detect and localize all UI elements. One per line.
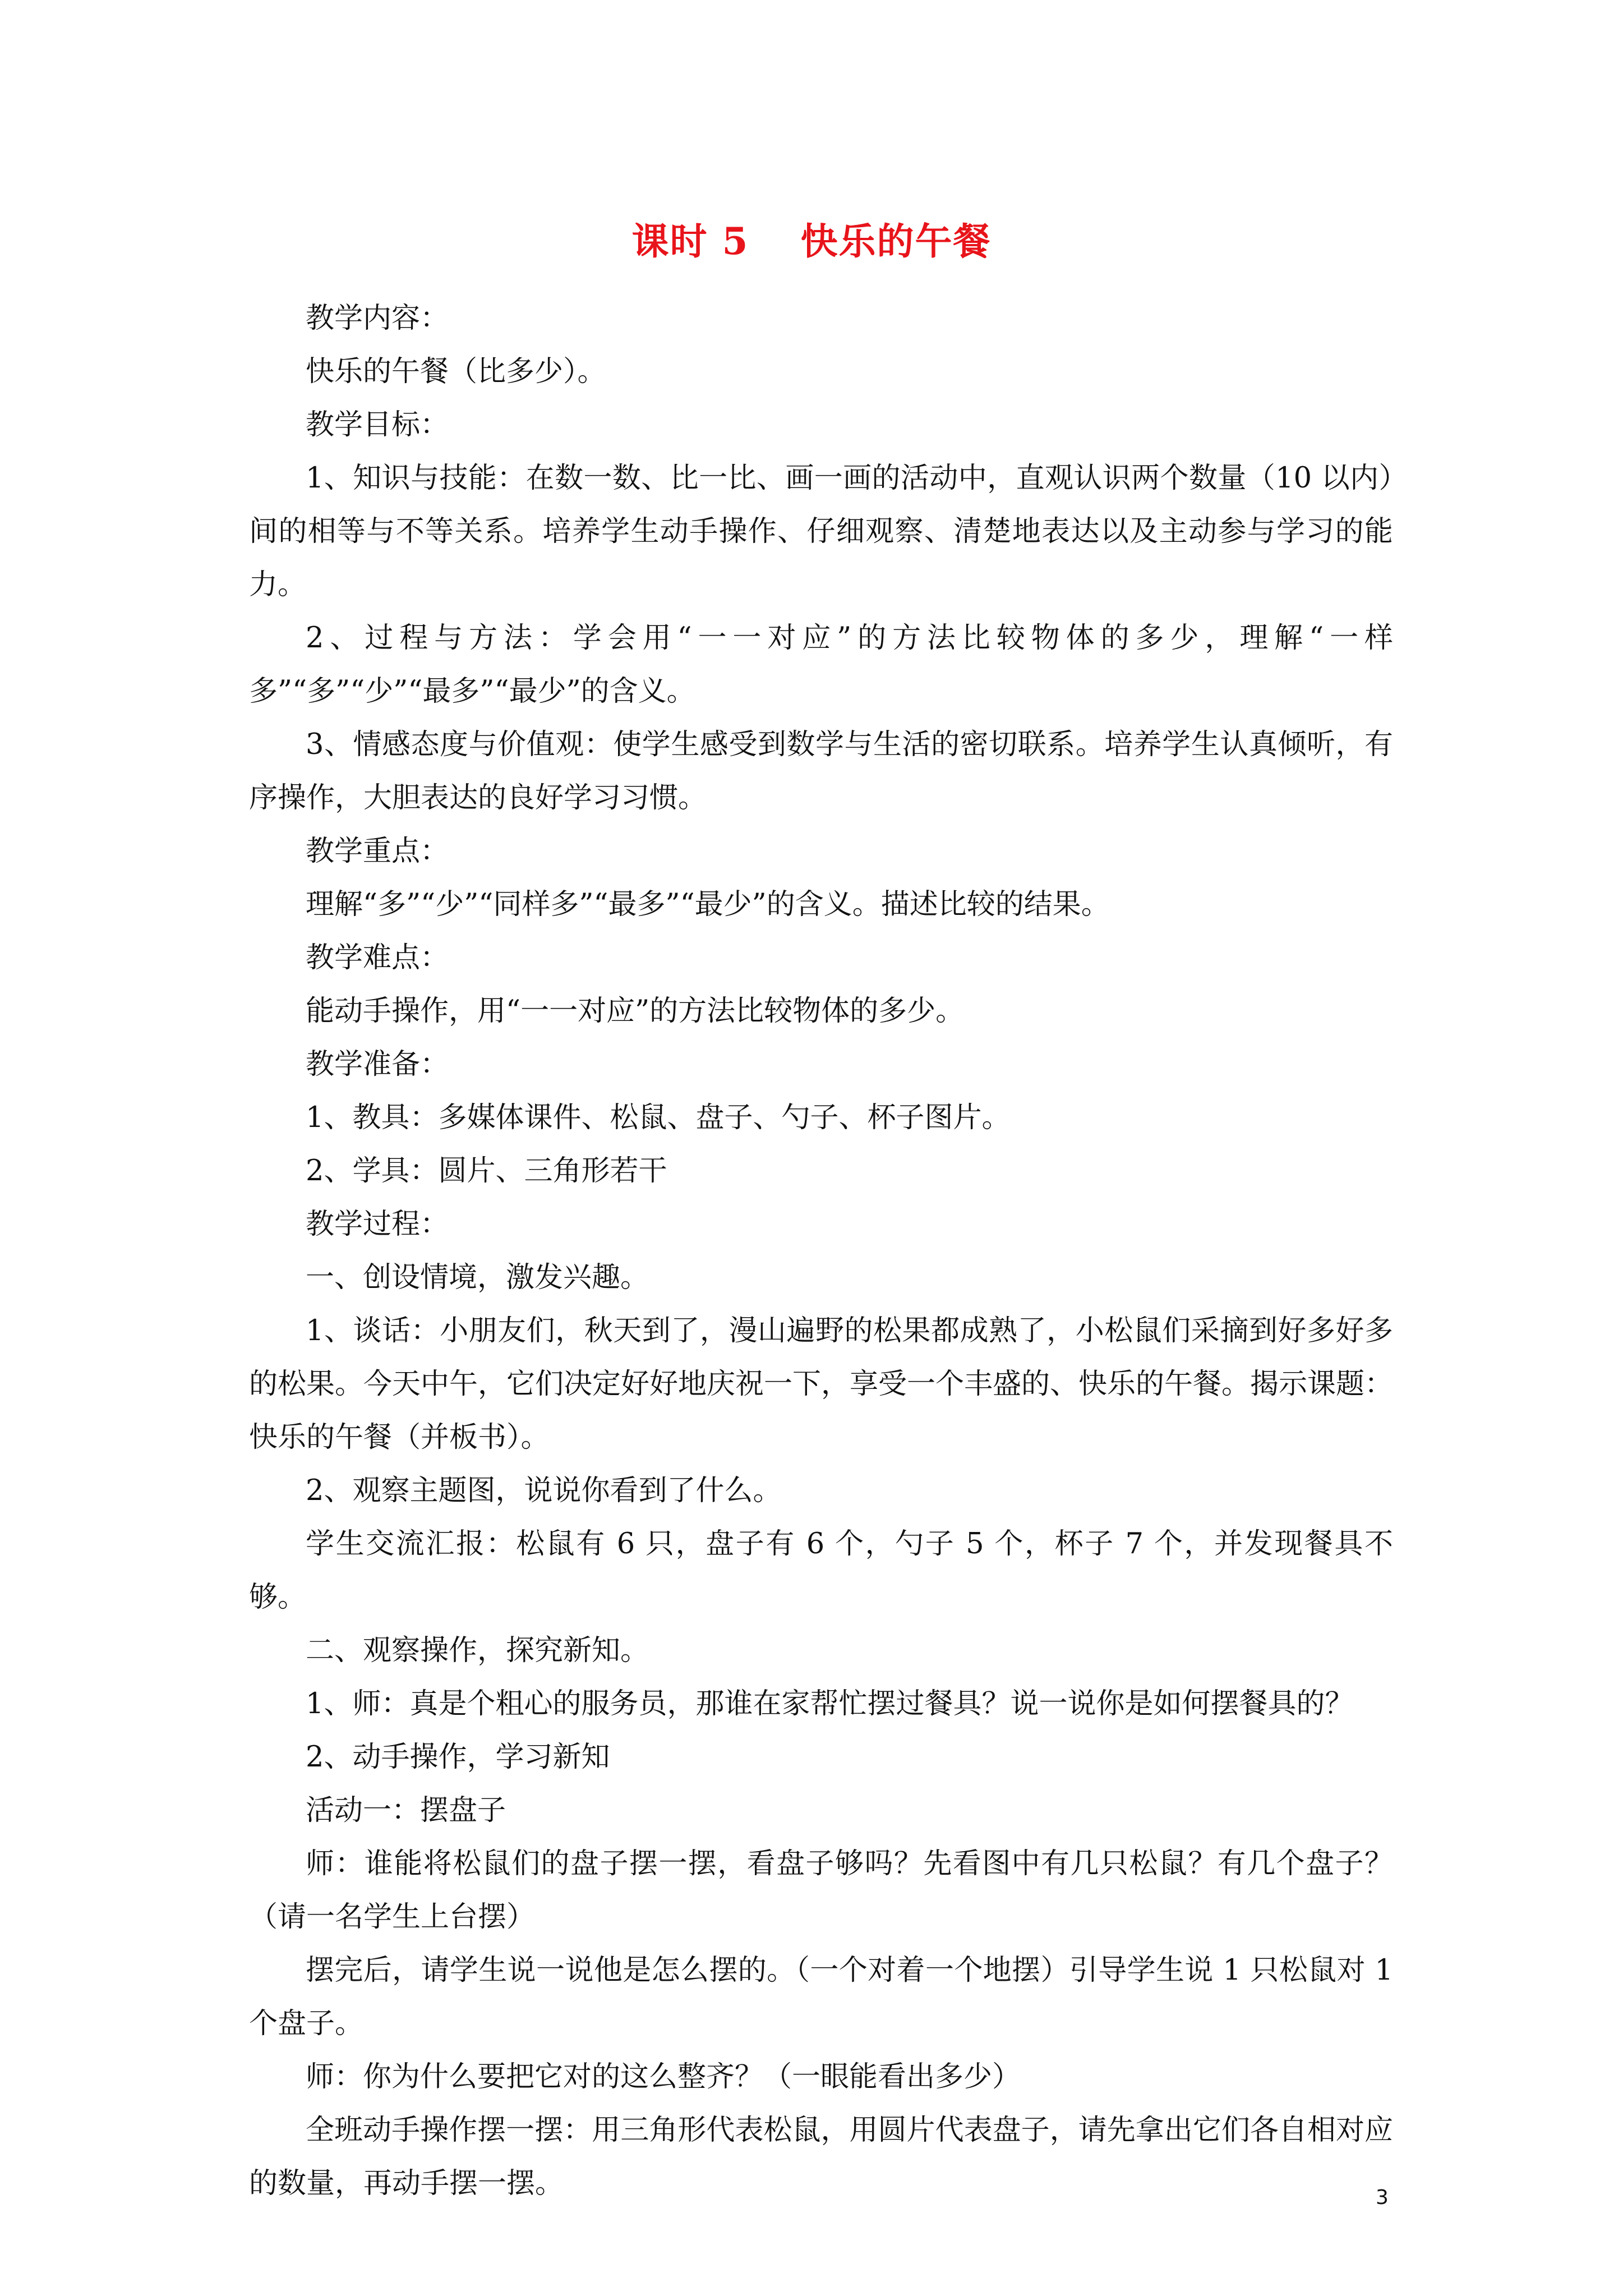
lesson-number: 课时 5 — [631, 219, 749, 263]
paragraph: 教学难点： — [306, 941, 449, 974]
paragraph: 学生交流汇报：松鼠有 6 只，盘子有 6 个，勺子 5 个，杯子 7 个，并发现餐具不够。 — [249, 1527, 1393, 1614]
paragraph: 教学过程： — [306, 1208, 449, 1241]
paragraph: 1、谈话：小朋友们，秋天到了，漫山遍野的松果都成熟了，小松鼠们采摘到好多好多的松果。今天中午，它们决定好好地庆祝一下，享受一个丰盛的、快乐的午餐。揭示课题：快乐的午餐（并板书）。 — [249, 1314, 1394, 1454]
paragraph: 教学目标： — [306, 408, 449, 441]
paragraph: 2、观察主题图，说说你看到了什么。 — [306, 1474, 782, 1507]
paragraph: 能动手操作，用“一一对应”的方法比较物体的多少。 — [306, 995, 965, 1028]
paragraph: 教学重点： — [306, 835, 449, 868]
paragraph: 师：你为什么要把它对的这么整齐？（一眼能看出多少） — [306, 2060, 1021, 2093]
paragraph: 教学内容： — [306, 302, 449, 335]
lesson-name: 快乐的午餐 — [800, 219, 992, 263]
paragraph: 快乐的午餐（比多少）。 — [306, 355, 606, 388]
paragraph: 1、教具：多媒体课件、松鼠、盘子、勺子、杯子图片。 — [306, 1101, 1011, 1134]
paragraph: 2、过程与方法：学会用“一一对应”的方法比较物体的多少，理解“一样多”“多”“少”“最多”“最少”的含义。 — [249, 622, 1393, 708]
paragraph: 2、学具：圆片、三角形若干 — [306, 1154, 667, 1188]
paragraph: 师：谁能将松鼠们的盘子摆一摆，看盘子够吗？先看图中有几只松鼠？有几个盘子？（请一名学生上台摆） — [249, 1847, 1393, 1934]
paragraph: 摆完后，请学生说一说他是怎么摆的。（一个对着一个地摆）引导学生说 1 只松鼠对 1 个盘子。 — [249, 1954, 1393, 2040]
paragraph: 教学准备： — [306, 1048, 449, 1081]
lesson-title — [0, 210, 1623, 272]
paragraph: 1、师：真是个粗心的服务员，那谁在家帮忙摆过餐具？说一说你是如何摆餐具的？ — [306, 1687, 1354, 1720]
paragraph: 一、创设情境，激发兴趣。 — [306, 1261, 649, 1294]
paragraph: 活动一：摆盘子 — [306, 1794, 506, 1827]
page-number: 3 — [1376, 2186, 1389, 2209]
paragraph: 理解“多”“少”“同样多”“最多”“最少”的含义。描述比较的结果。 — [306, 888, 1110, 921]
paragraph: 3、情感态度与价值观：使学生感受到数学与生活的密切联系。培养学生认真倾听，有序操作，大胆表达的良好学习习惯。 — [249, 728, 1393, 815]
paragraph: 二、观察操作，探究新知。 — [306, 1634, 649, 1667]
paragraph: 全班动手操作摆一摆：用三角形代表松鼠，用圆片代表盘子，请先拿出它们各自相对应的数量，再动手摆一摆。 — [249, 2114, 1393, 2200]
lesson-body — [249, 292, 1393, 2210]
paragraph: 2、动手操作，学习新知 — [306, 1741, 610, 1774]
paragraph: 1、知识与技能：在数一数、比一比、画一画的活动中，直观认识两个数量（10 以内）间的相等与不等关系。培养学生动手操作、仔细观察、清楚地表达以及主动参与学习的能力。 — [249, 462, 1393, 601]
